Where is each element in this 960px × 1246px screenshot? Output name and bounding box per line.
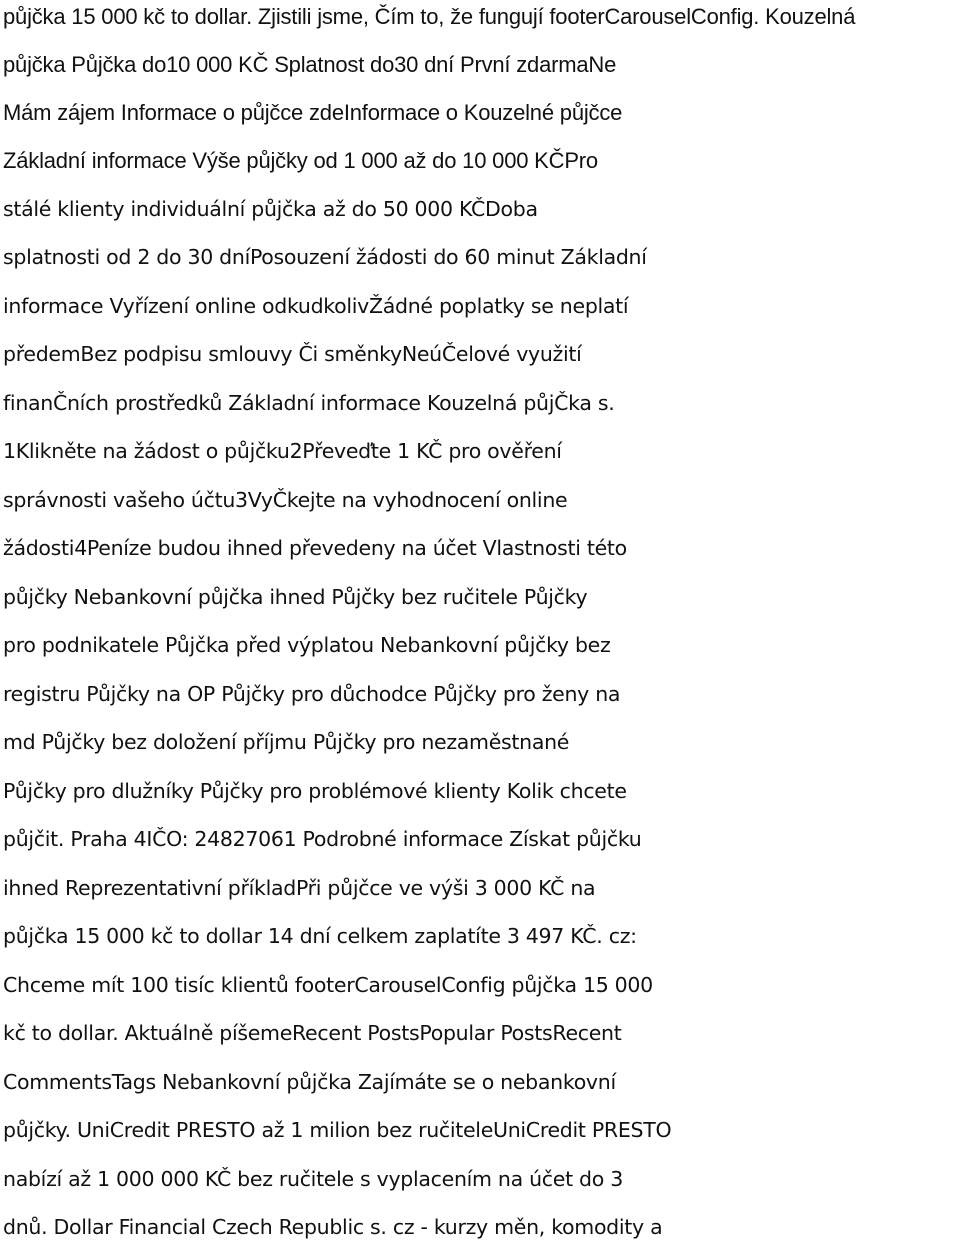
text-line-19: ihned Reprezentativní příkladPři půjčce ve výši 3 000 KČ na — [3, 876, 596, 900]
text-line-18: půjčit. Praha 4IČO: 24827061 Podrobné informace Získat půjčku — [3, 827, 642, 851]
text-line-13: půjčky Nebankovní půjčka ihned Půjčky bez ručitele Půjčky — [3, 585, 588, 609]
text-line-23: CommentsTags Nebankovní půjčka Zajímáte se o nebankovní — [3, 1070, 616, 1094]
text-line-22: kč to dollar. Aktuálně píšemeRecent PostsPopular PostsRecent — [3, 1021, 622, 1045]
text-line-8: předemBez podpisu smlouvy Či směnkyNeúČelové využití — [3, 342, 582, 366]
text-line-25: nabízí až 1 000 000 KČ bez ručitele s vyplacením na účet do 3 — [3, 1167, 623, 1191]
text-line-6: splatnosti od 2 do 30 dníPosouzení žádosti do 60 minut Základní — [3, 245, 647, 269]
text-line-11: správnosti vašeho účtu3VyČkejte na vyhodnocení online — [3, 488, 568, 512]
text-line-20: půjčka 15 000 kč to dollar 14 dní celkem zaplatíte 3 497 KČ. cz: — [3, 924, 637, 948]
text-line-10: 1Klikněte na žádost o půjčku2Převeďte 1 KČ pro ověření — [3, 439, 562, 463]
text-line-15: registru Půjčky na OP Půjčky pro důchodce Půjčky pro ženy na — [3, 682, 621, 706]
text-line-7: informace Vyřízení online odkudkolivŽádné poplatky se neplatí — [3, 294, 629, 318]
text-line-12: žádosti4Peníze budou ihned převedeny na účet Vlastnosti této — [3, 536, 627, 560]
text-line-1: půjčka 15 000 kč to dollar. Zjistili jsme, Čím to, že fungují footerCarouselConfig. Kouzelná — [3, 4, 856, 29]
text-line-9: finanČních prostředků Základní informace Kouzelná půjČka s. — [3, 391, 615, 415]
text-line-24: půjčky. UniCredit PRESTO až 1 milion bez ručiteleUniCredit PRESTO — [3, 1118, 672, 1142]
text-line-21: Chceme mít 100 tisíc klientů footerCarouselConfig půjčka 15 000 — [3, 973, 653, 997]
text-line-26: dnů. Dollar Financial Czech Republic s. cz - kurzy měn, komodity a — [3, 1215, 663, 1239]
text-line-4: Základní informace Výše půjčky od 1 000 až do 10 000 KČPro — [3, 148, 598, 173]
text-line-16: md Půjčky bez doložení příjmu Půjčky pro nezaměstnané — [3, 730, 570, 754]
text-line-2: půjčka Půjčka do10 000 KČ Splatnost do30 dní První zdarmaNe — [3, 52, 617, 77]
text-line-3: Mám zájem Informace o půjčce zdeInformace o Kouzelné půjčce — [3, 100, 623, 125]
text-line-17: Půjčky pro dlužníky Půjčky pro problémové klienty Kolik chcete — [3, 779, 627, 803]
text-line-5: stálé klienty individuální půjčka až do 50 000 KČDoba — [3, 197, 538, 221]
text-line-14: pro podnikatele Půjčka před výplatou Nebankovní půjčky bez — [3, 633, 611, 657]
